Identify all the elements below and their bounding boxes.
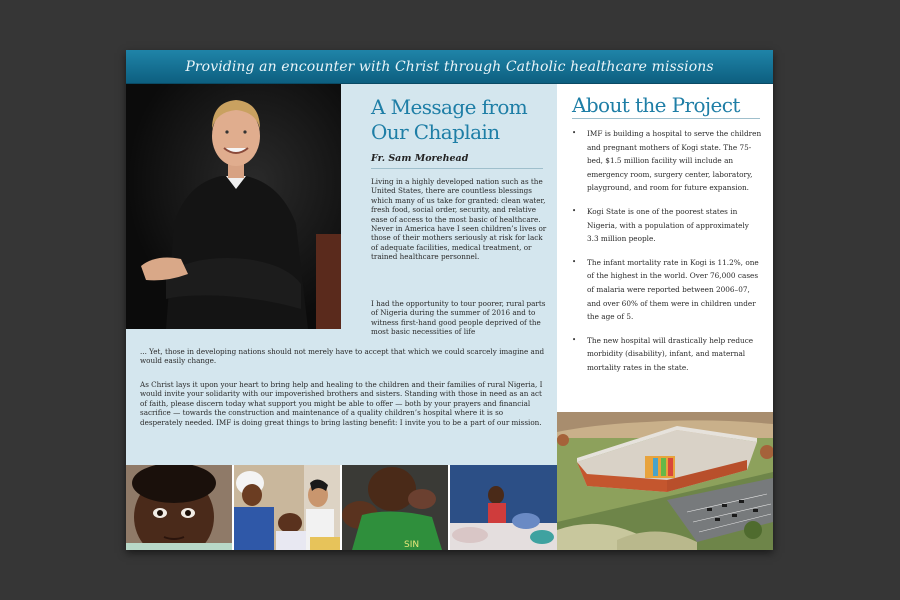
message-title: [371, 95, 551, 145]
children-on-beds-photo: [450, 465, 557, 550]
message-paragraph: Living in a highly developed nation such as the United States, there are countless blessings which many of us take for granted: clean water, fresh food, social order, security, and relative ease of access to the most basic of healthcare. Never in America have I seen children’s lives or those of their mothers seriously at risk for lack of adequate facilities, medical treatment, or trained healthcare personnel.: [371, 177, 547, 262]
hospital-rendering-image: [557, 412, 773, 550]
divider: [371, 168, 543, 169]
svg-text:SIN: SIN: [404, 540, 420, 550]
message-paragraph: As Christ lays it upon your heart to bring help and healing to the children and their families of rural Nigeria, I would invite your solidarity with our impoverished brothers and sisters. Standing with those in need as an act of faith, please discern today what support you might be able to offer — both by your prayers and financial sacrifice — towards the construction and maintenance of a quality children’s hospital where it is so desperately needed. IMF is doing great things to bring lasting benefit: I invite you to be a part of our mission.: [140, 380, 543, 427]
project-bullet-list: [572, 127, 762, 385]
eye-right: [243, 130, 246, 133]
black-suit: [166, 176, 308, 329]
project-bullet: • The new hospital will drastically help reduce morbidity (disability), infant, and maternal mortality rates in the state.: [572, 334, 762, 375]
message-title-line1: A Message from: [371, 95, 528, 119]
tagline-banner: [126, 50, 773, 84]
brochure-spread: [126, 50, 773, 550]
chaplain-portrait-photo: [126, 84, 341, 329]
divider: [572, 118, 760, 119]
message-paragraph: ... Yet, those in developing nations should not merely have to accept that which we could scarcely imagine and would easily change.: [140, 347, 545, 366]
project-bullet: • The infant mortality rate in Kogi is 11.2%, one of the highest in the world. Over 76,000 cases of malaria were reported between 2006–07, and over 60% of them were in children under the age of 5.: [572, 256, 762, 324]
tagline: Providing an encounter with Christ through Catholic healthcare missions: [185, 58, 714, 75]
project-title: About the Project: [572, 93, 740, 117]
message-author: Fr. Sam Morehead: [371, 153, 469, 164]
child-in-green-shirt-photo: [342, 465, 448, 550]
child-face-photo: [126, 465, 232, 550]
message-title-line2: Our Chaplain: [371, 120, 500, 144]
message-paragraph: I had the opportunity to tour poorer, rural parts of Nigeria during the summer of 2016 and to witness first-hand good people deprived of the most basic necessities of life: [371, 299, 546, 337]
project-bullet: • Kogi State is one of the poorest states in Nigeria, with a population of approximately 3.3 million people.: [572, 205, 762, 246]
nurse-with-baby-photo: [234, 465, 340, 550]
project-bullet: • IMF is building a hospital to serve the children and pregnant mothers of Kogi state. The 75-bed, $1.5 million facility will include an emergency room, surgery center, laboratory, playground, and room for future expansion.: [572, 127, 762, 195]
eye-left: [225, 130, 228, 133]
chair-back: [316, 234, 341, 329]
